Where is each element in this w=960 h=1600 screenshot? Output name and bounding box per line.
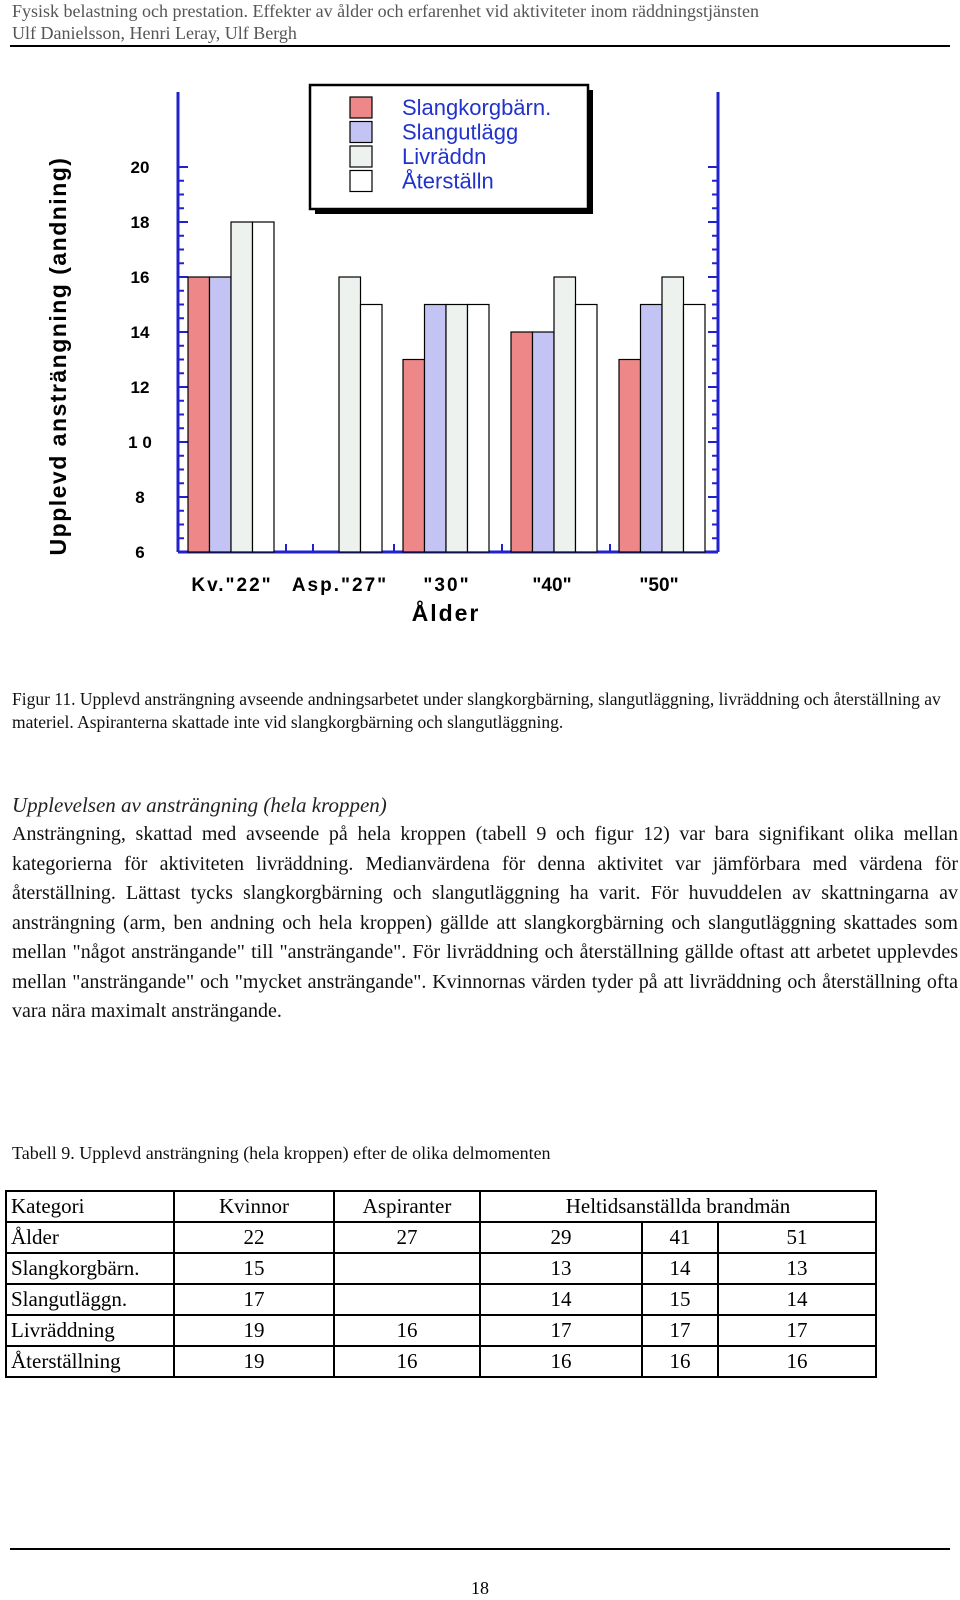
table-cell: 15 — [642, 1284, 718, 1315]
bar — [403, 360, 425, 553]
bar — [446, 305, 468, 553]
bar — [619, 360, 641, 553]
y-axis-label: Upplevd ansträngning (andning) — [45, 156, 71, 556]
table-cell: 16 — [334, 1315, 480, 1346]
table-cell: 14 — [480, 1284, 642, 1315]
running-header — [12, 0, 947, 44]
table-cell: 51 — [718, 1222, 876, 1253]
y-tick-label: 1 0 — [128, 433, 152, 452]
data-table — [5, 1190, 877, 1378]
table-cell: 17 — [174, 1284, 334, 1315]
table-row — [6, 1253, 876, 1284]
x-axis-label: Ålder — [411, 600, 481, 626]
table-cell: 13 — [718, 1253, 876, 1284]
table-cell — [334, 1253, 480, 1284]
table-cell: 13 — [480, 1253, 642, 1284]
y-tick-label: 14 — [130, 323, 150, 342]
legend-swatch — [350, 171, 372, 192]
x-tick-label: "50" — [639, 575, 679, 596]
x-tick-label: "30" — [423, 575, 471, 596]
table-row — [6, 1222, 876, 1253]
bar — [361, 305, 383, 553]
y-tick-label: 18 — [130, 213, 150, 232]
table-header-row — [6, 1191, 876, 1222]
table-caption: Tabell 9. Upplevd ansträngning (hela kroppen) efter de olika delmomenten — [12, 1143, 551, 1163]
x-tick-label: "40" — [532, 575, 572, 596]
table-row — [6, 1346, 876, 1377]
table-cell: 17 — [480, 1315, 642, 1346]
legend-swatch — [350, 122, 372, 143]
y-tick-label: 20 — [130, 158, 150, 177]
header-title: Fysisk belastning och prestation. Effekter av ålder och erfarenhet vid aktiviteter inom räddningstjänsten — [12, 1, 759, 21]
x-tick-label: Kv."22" — [191, 575, 273, 596]
table-cell: Livräddning — [6, 1315, 174, 1346]
table-row — [6, 1315, 876, 1346]
table-cell: 22 — [174, 1222, 334, 1253]
bar — [253, 222, 275, 552]
table-cell: 27 — [334, 1222, 480, 1253]
table-cell: 16 — [718, 1346, 876, 1377]
bar — [576, 305, 598, 553]
bar — [554, 277, 576, 552]
bar-chart — [0, 60, 960, 660]
bar — [662, 277, 684, 552]
figure-caption: Figur 11. Upplevd ansträngning avseende andningsarbetet under slangkorgbärning, slangutläggning, livräddning och återställning av materiel. Aspiranterna skattade inte vid slangkorgbärning och slangutläggning. — [12, 689, 941, 732]
bar — [641, 305, 663, 553]
header-rule — [10, 45, 950, 47]
legend-label: Återställn — [402, 168, 494, 194]
table-cell: Ålder — [6, 1222, 174, 1253]
section-body: Ansträngning, skattad med avseende på hela kroppen (tabell 9 och figur 12) var bara signifikant olika mellan kategorierna för aktiviteten livräddning. Medianvärdena för denna aktivitet var jämförbara med värdena för återställning. Lättast tycks slangkorgbärning och slangutläggning ha varit. För huvuddelen av skattningarna av ansträngning (arm, ben andning och hela kroppen) gällde att slangkorgbärning och slangutläggning skattades som mellan "något ansträngande" till "ansträngande". För livräddning och återställning gällde oftast att arbetet upplevdes mellan "ansträngande" och "mycket ansträngande". Kvinnornas värden tyder på att livräddning och återställning ofta vara nära maximalt ansträngande. — [12, 823, 958, 1022]
bar — [210, 277, 232, 552]
header-authors: Ulf Danielsson, Henri Leray, Ulf Bergh — [12, 23, 297, 43]
bar — [533, 332, 555, 552]
figure-11-chart — [0, 60, 960, 660]
table-cell: 15 — [174, 1253, 334, 1284]
table-cell: 16 — [642, 1346, 718, 1377]
table-cell: Slangkorgbärn. — [6, 1253, 174, 1284]
legend-label: Slangutlägg — [402, 119, 519, 145]
bar — [339, 277, 361, 552]
table-cell: 29 — [480, 1222, 642, 1253]
bar — [468, 305, 490, 553]
y-tick-label: 16 — [130, 268, 150, 287]
table-cell: 14 — [718, 1284, 876, 1315]
bar — [231, 222, 253, 552]
x-tick-label: Asp."27" — [291, 575, 389, 596]
table-cell: 19 — [174, 1346, 334, 1377]
legend-swatch — [350, 97, 372, 118]
table-cell: 17 — [718, 1315, 876, 1346]
table-cell: 16 — [334, 1346, 480, 1377]
header-cell: Heltidsanställda brandmän — [480, 1191, 876, 1222]
page-number: 18 — [471, 1578, 489, 1598]
table-cell: 14 — [642, 1253, 718, 1284]
legend-label: Livräddn — [402, 144, 487, 169]
bar — [511, 332, 533, 552]
bar — [188, 277, 210, 552]
header-cell: Aspiranter — [334, 1191, 480, 1222]
table-cell: Slangutläggn. — [6, 1284, 174, 1315]
bar — [684, 305, 706, 553]
section-title: Upplevelsen av ansträngning (hela kroppen) — [12, 793, 387, 817]
y-tick-label: 12 — [130, 378, 150, 397]
table-cell: 17 — [642, 1315, 718, 1346]
y-tick-label: 8 — [135, 488, 145, 507]
legend-label: Slangkorgbärn. — [402, 95, 552, 120]
y-tick-label: 6 — [135, 543, 145, 562]
table-row — [6, 1284, 876, 1315]
legend-swatch — [350, 146, 372, 167]
bar — [425, 305, 447, 553]
table-cell: 16 — [480, 1346, 642, 1377]
header-cell: Kategori — [6, 1191, 174, 1222]
table-cell: 41 — [642, 1222, 718, 1253]
table-cell — [334, 1284, 480, 1315]
table-cell: Återställning — [6, 1346, 174, 1377]
table-cell: 19 — [174, 1315, 334, 1346]
footer-rule — [10, 1548, 950, 1550]
header-cell: Kvinnor — [174, 1191, 334, 1222]
